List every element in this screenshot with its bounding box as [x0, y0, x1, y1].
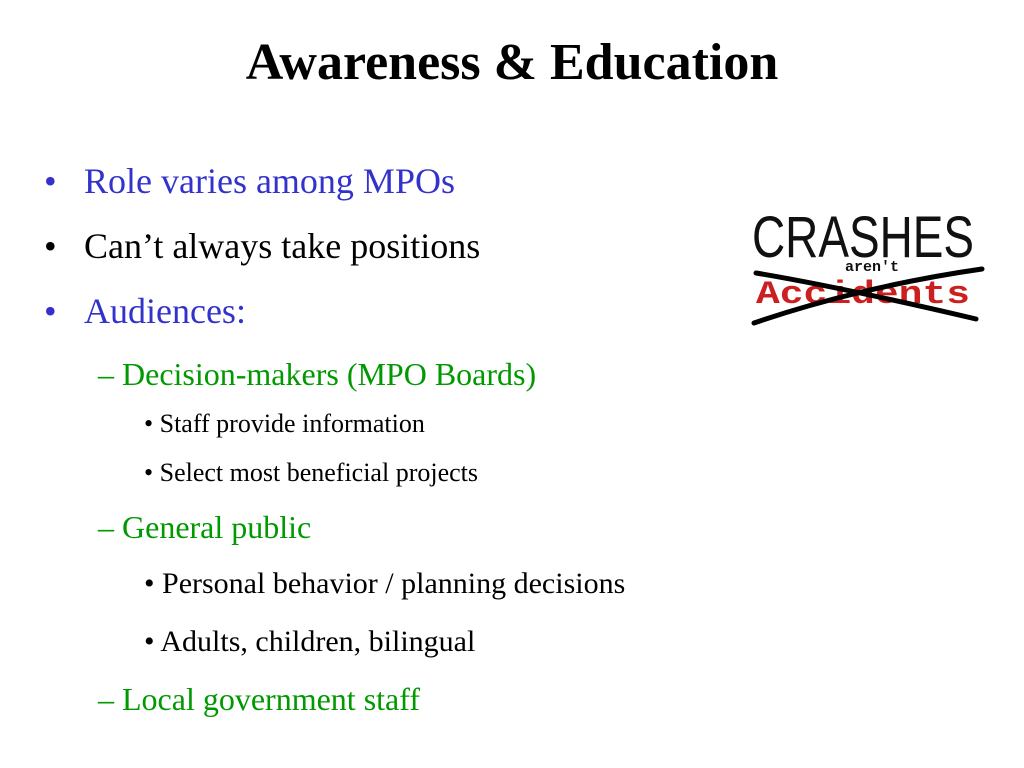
sub-sub-bullet-adults-children: [144, 624, 475, 660]
bullet-text: Audiences:: [84, 291, 246, 331]
bullet-text: Can’t always take positions: [84, 226, 481, 266]
bullet-marker: •: [44, 226, 57, 266]
dash-marker: –: [98, 356, 114, 392]
sub-bullet-local-government: [98, 680, 420, 718]
sub-sub-bullet-select-projects: [144, 457, 478, 489]
sub-bullet-text: Decision-makers (MPO Boards): [122, 356, 537, 392]
sub-sub-bullet-text: Select most beneficial projects: [159, 458, 478, 487]
sub-sub-bullet-staff-info: [144, 408, 425, 440]
sub-sub-bullet-text: Personal behavior / planning decisions: [162, 567, 626, 600]
bullet-marker: •: [44, 161, 57, 201]
bullet-role-varies: [44, 160, 455, 202]
bullet-marker: •: [44, 291, 57, 331]
bullet-text: Role varies among MPOs: [84, 161, 455, 201]
dash-marker: –: [98, 681, 114, 717]
dash-marker: –: [98, 509, 114, 545]
sub-sub-bullet-text: Adults, children, bilingual: [160, 625, 476, 658]
bullet-marker: •: [144, 567, 155, 600]
logo-crashes-text: CRASHES: [752, 205, 974, 270]
sub-bullet-text: Local government staff: [122, 681, 420, 717]
sub-bullet-text: General public: [122, 509, 312, 545]
logo-arent-text: aren't: [844, 259, 900, 276]
slide-title: Awareness & Education: [245, 34, 779, 91]
sub-bullet-general-public: [98, 508, 311, 546]
bullet-cant-take-positions: [44, 225, 481, 267]
bullet-marker: •: [144, 625, 155, 658]
bullet-marker: •: [144, 458, 154, 487]
sub-sub-bullet-text: Staff provide information: [159, 409, 425, 438]
bullet-marker: •: [144, 409, 154, 438]
sub-bullet-decision-makers: [98, 355, 536, 393]
bullet-audiences: [44, 290, 246, 332]
sub-sub-bullet-personal-behavior: [144, 566, 625, 602]
crashes-arent-accidents-logo: [748, 195, 988, 327]
logo-accidents-text: Accidents: [756, 276, 970, 313]
